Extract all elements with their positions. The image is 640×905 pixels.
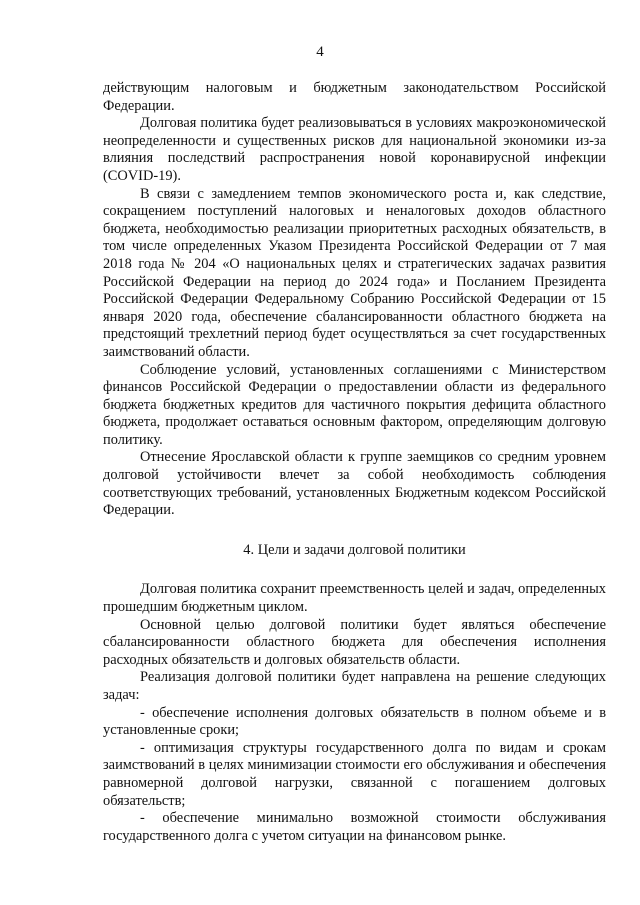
paragraph: Основной целью долговой политики будет являться обеспечение сбалансированности областного бюджета для обеспечения исполнения расходных обязательств и долговых обязательств области. xyxy=(103,616,606,668)
paragraph: Долговая политика сохранит преемственность целей и задач, определенных прошедшим бюджетным циклом. xyxy=(103,581,606,616)
paragraph: В связи с замедлением темпов экономического роста и, как следствие, сокращением поступлений налоговых и неналоговых доходов областного бюджета, необходимостью реализации приоритетных расходных обязательств, в том числе определенных Указом Президента Российской Федерации от 7 мая 2018 года № 204 «О национальных целях и стратегических задачах развития Российской Федерации на период до 2024 года» и Посланием Президента Российской Федерации Федеральному Собранию Российской Федерации от 15 января 2020 года, обеспечение сбалансированности областного бюджета на предстоящий трехлетний период будет осуществляться за счет государственных заимствований области. xyxy=(103,185,606,360)
paragraph: Реализация долговой политики будет направлена на решение следующих задач: xyxy=(103,669,606,703)
paragraph: действующим налоговым и бюджетным законодательством Российской Федерации. xyxy=(103,80,606,114)
paragraph: Долговая политика будет реализовываться в условиях макроэкономической неопределенности и существенных рисков для национальной экономики из-за влияния последствий распространения новой коронавирусной инфекции (COVID-19). xyxy=(103,115,606,184)
list-item: - обеспечение минимально возможной стоимости обслуживания государственного долга с учетом ситуации на финансовом рынке. xyxy=(103,810,606,844)
paragraph: Соблюдение условий, установленных соглашениями с Министерством финансов Российской Федерации о предоставлении области из федерального бюджета бюджетных кредитов для частичного покрытия дефицита областного бюджета, продолжает оставаться основным фактором, определяющим долговую политику. xyxy=(103,361,606,448)
paragraph: Отнесение Ярославской области к группе заемщиков со средним уровнем долговой устойчивости влечет за собой необходимость соблюдения соответствующих требований, установленных Бюджетным кодексом Российской Федерации. xyxy=(103,449,606,519)
list-item: - оптимизация структуры государственного долга по видам и срокам заимствований в целях минимизации стоимости его обслуживания и обеспечения равномерной долговой нагрузки, связанной с погашением долговых обязательств; xyxy=(103,739,606,809)
page-number: 4 xyxy=(316,44,324,60)
section-heading: 4. Цели и задачи долговой политики xyxy=(243,541,466,558)
page-body xyxy=(103,80,606,845)
list-item: - обеспечение исполнения долговых обязательств в полном объеме и в установленные сроки; xyxy=(103,704,606,739)
